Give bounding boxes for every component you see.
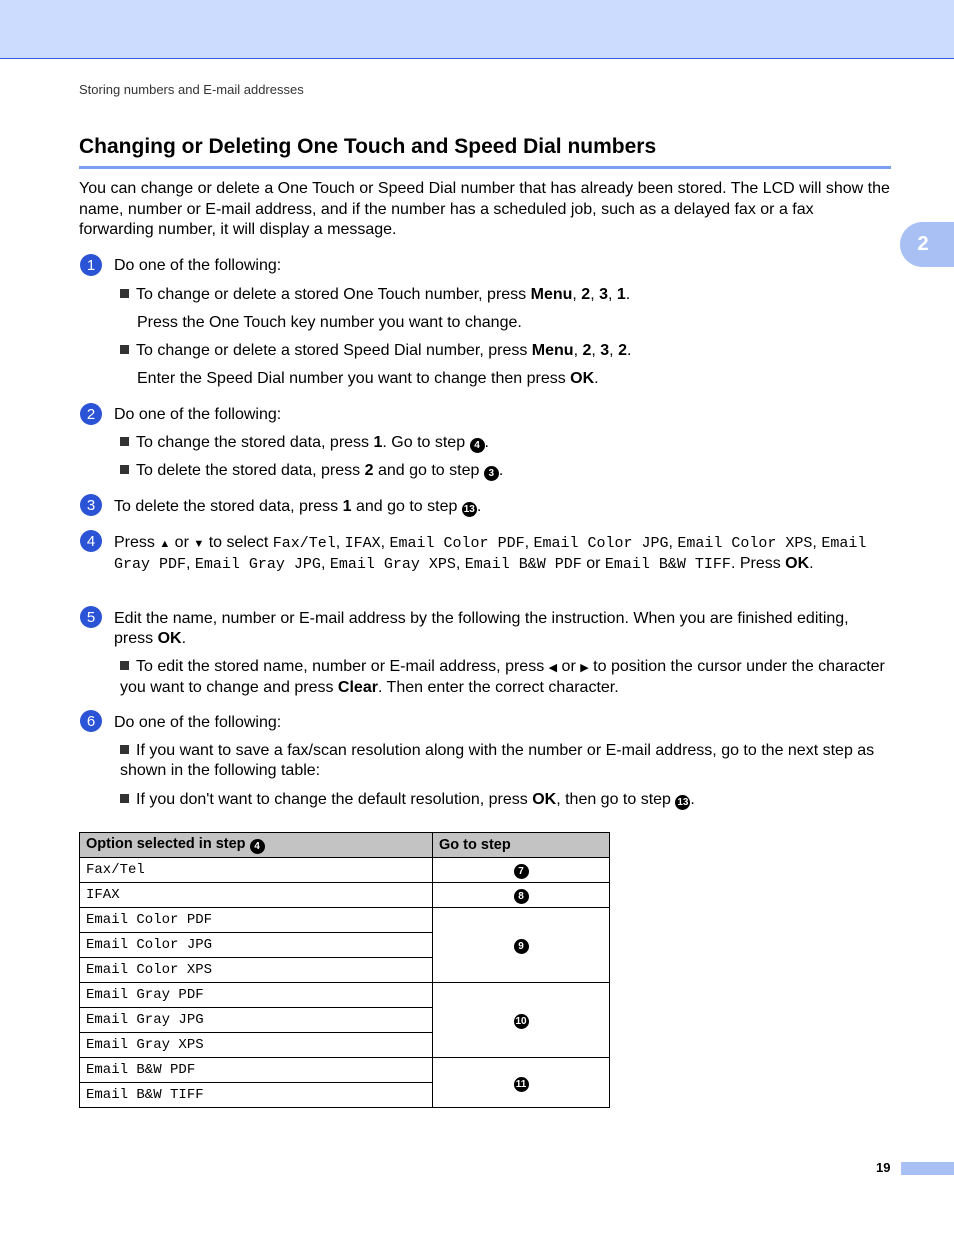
up-arrow-icon: ▲ [159, 538, 171, 550]
table-row: Email B&W TIFF [80, 1083, 610, 1108]
step-ref-badge: 7 [514, 864, 529, 879]
title-rule [79, 166, 891, 169]
step-2-number: 2 [80, 403, 102, 425]
down-arrow-icon: ▼ [193, 538, 205, 550]
step-2-bullet-1: To change the stored data, press 1. Go to step 4 . [120, 433, 892, 453]
table-row: Email Color JPG [80, 933, 610, 958]
step-1-text: Do one of the following: [114, 257, 282, 274]
section-title: Changing or Deleting One Touch and Speed Dial numbers [79, 135, 657, 158]
step-ref-badge: 9 [514, 939, 529, 954]
step-ref-badge: 4 [470, 438, 485, 453]
step-2-bullet-2: To delete the stored data, press 2 and go to step 3 . [120, 461, 892, 481]
table-row: Fax/Tel 7 [80, 858, 610, 883]
table-row: Email B&W PDF 11 [80, 1058, 610, 1083]
bullet-square-icon [120, 794, 129, 803]
table-header-goto: Go to step [433, 833, 610, 858]
step-5-bullet-1: To edit the stored name, number or E-mail address, press ◀ or ▶ to position the cursor under the character you want to change and press Clear. Then enter the correct character. [120, 658, 885, 696]
left-arrow-icon: ◀ [548, 662, 558, 674]
step-6-bullet-2: If you don't want to change the default resolution, press OK, then go to step 13 . [120, 790, 892, 810]
step-5-number: 5 [80, 606, 102, 628]
step-ref-badge: 8 [514, 889, 529, 904]
table-row: Email Gray XPS [80, 1033, 610, 1058]
chapter-tab: 2 [900, 222, 954, 267]
bullet-square-icon [120, 345, 129, 354]
step-1-number: 1 [80, 254, 102, 276]
table-row: Email Color PDF 9 [80, 908, 610, 933]
resolution-table [79, 832, 610, 1108]
bullet-square-icon [120, 437, 129, 446]
table-header-option: Option selected in step 4 [80, 833, 433, 858]
step-ref-badge: 10 [515, 1016, 527, 1027]
table-row: Email Color XPS [80, 958, 610, 983]
right-arrow-icon: ▶ [580, 662, 589, 674]
bullet-square-icon [120, 465, 129, 474]
step-3-number: 3 [80, 494, 102, 516]
step-ref-badge: 4 [250, 839, 265, 854]
table-row: Email Gray PDF 10 [80, 983, 610, 1008]
page-number-bar [901, 1162, 954, 1175]
step-ref-badge: 13 [463, 504, 475, 515]
header-band [0, 0, 954, 59]
step-ref-badge: 3 [484, 466, 499, 481]
step-6-number: 6 [80, 710, 102, 732]
step-1-bullet-1: To change or delete a stored One Touch number, press Menu, 2, 3, 1. [120, 285, 892, 305]
step-1-note-1: Press the One Touch key number you want to change. [137, 314, 522, 331]
step-4-number: 4 [80, 530, 102, 552]
step-ref-badge: 11 [514, 1077, 529, 1092]
step-2-text: Do one of the following: [114, 406, 282, 423]
table-header-row [80, 833, 610, 858]
bullet-square-icon [120, 661, 129, 670]
page-number: 19 [876, 1160, 891, 1175]
bullet-square-icon [120, 745, 129, 754]
intro-paragraph: You can change or delete a One Touch or Speed Dial number that has already been stored. The LCD will show the name, number or E-mail address, and if the number has a scheduled job, such as a delayed fax or a fax forwarding number, it will display a message. [79, 180, 890, 238]
step-6-bullet-1: If you want to save a fax/scan resolution along with the number or E-mail address, go to the next step as shown in the following table: [120, 742, 875, 779]
step-4-text: Press ▲ or ▼ to select Fax/Tel, IFAX, Email Color PDF, Email Color JPG, Email Color XPS, Email Gray PDF, Email Gray JPG, Email Gray XPS, Email B&W PDF or Email B&W TIFF. Press OK. [114, 534, 867, 573]
table-row: Email Gray JPG [80, 1008, 610, 1033]
running-head: Storing numbers and E-mail addresses [79, 82, 304, 97]
step-6-text: Do one of the following: [114, 714, 282, 731]
step-ref-badge: 13 [677, 797, 689, 808]
table-row: IFAX 8 [80, 883, 610, 908]
step-5-text: Edit the name, number or E-mail address by the following the instruction. When you are finished editing, press OK. [114, 610, 849, 647]
step-3-text: To delete the stored data, press 1 and go to step 13 . [114, 498, 482, 515]
step-1-bullet-2: To change or delete a stored Speed Dial number, press Menu, 2, 3, 2. [120, 341, 892, 361]
bullet-square-icon [120, 289, 129, 298]
step-1-note-2: Enter the Speed Dial number you want to change then press OK. [137, 370, 599, 387]
